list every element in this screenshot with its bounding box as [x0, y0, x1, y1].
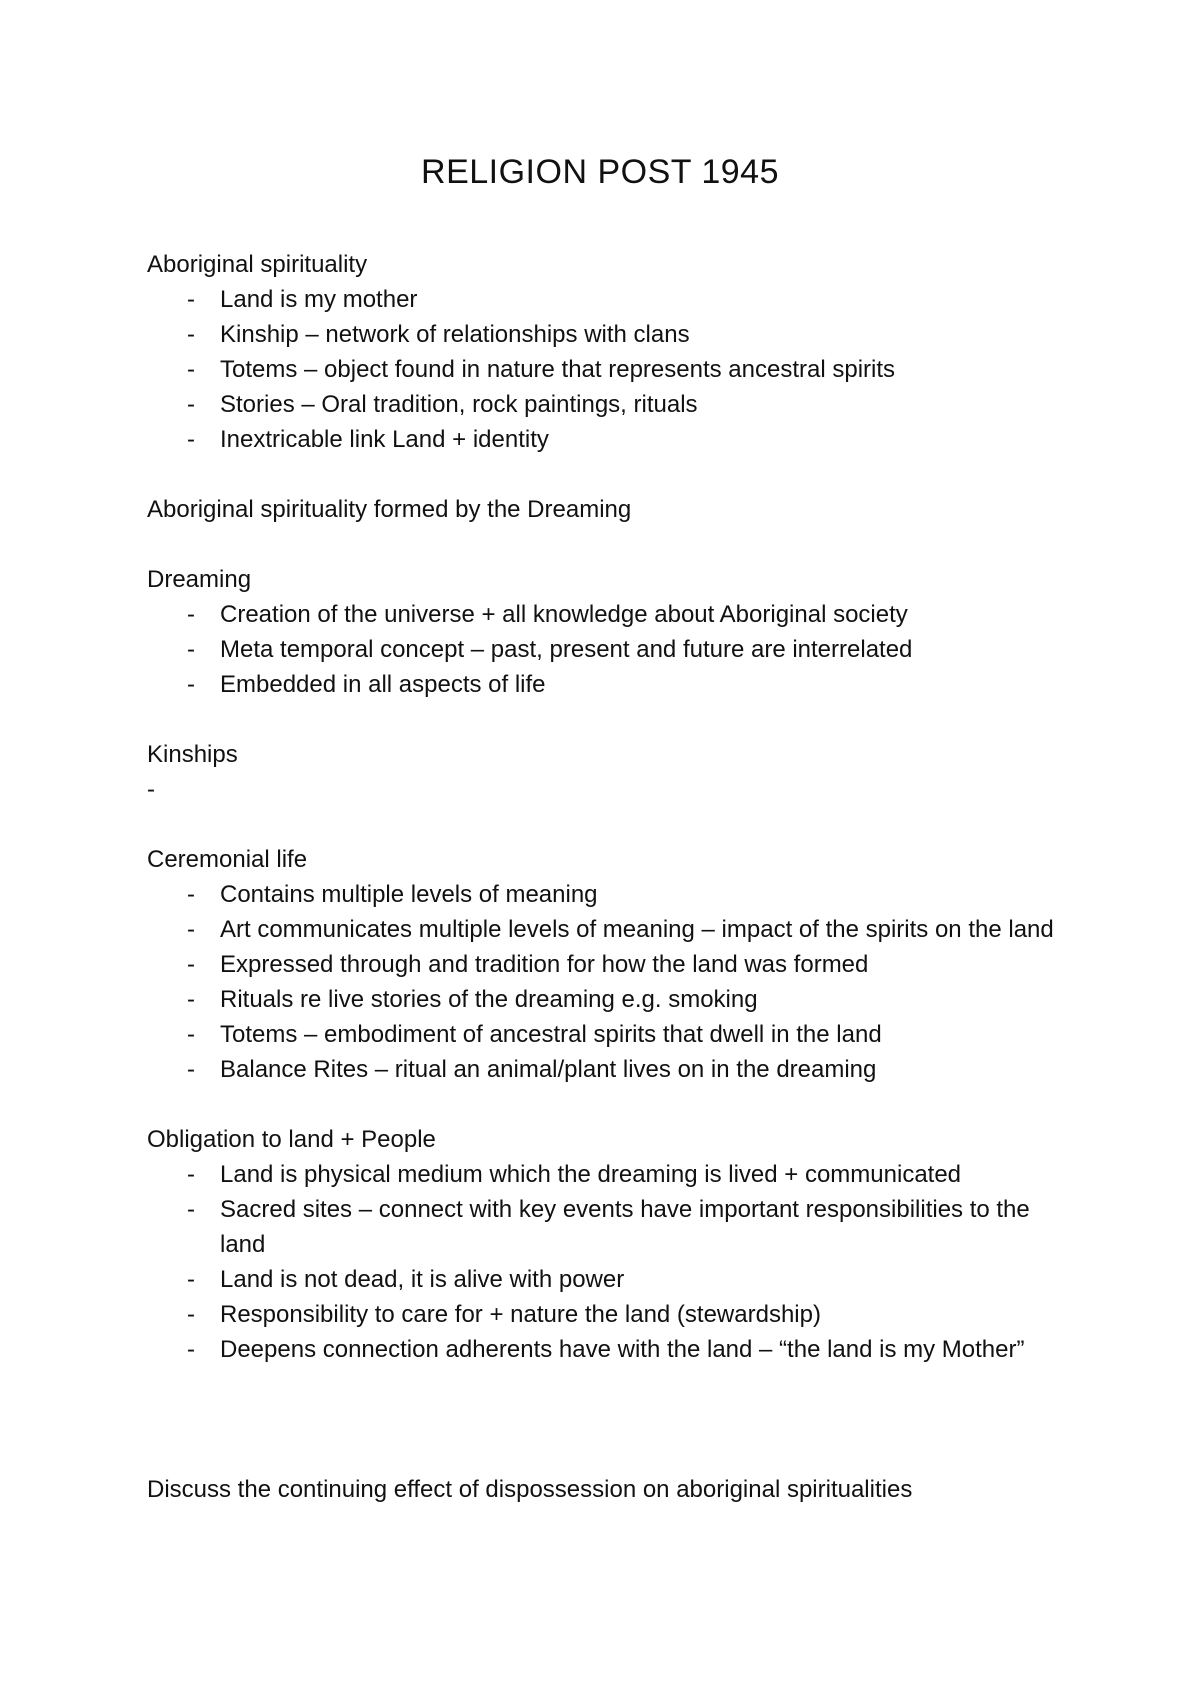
list-item: - Inextricable link Land + identity	[147, 422, 1077, 457]
section-kinships	[147, 737, 1077, 807]
list-item: - Creation of the universe + all knowledge about Aboriginal society	[147, 597, 1077, 632]
list-item: - Contains multiple levels of meaning	[147, 877, 1077, 912]
list-item: - Sacred sites – connect with key events have important responsibilities to the land	[147, 1192, 1077, 1262]
list-item: - Embedded in all aspects of life	[147, 667, 1077, 702]
document-body	[147, 247, 1077, 1507]
empty-bullet: -	[147, 776, 155, 803]
section-dreaming	[147, 562, 1077, 702]
page-title: RELIGION POST 1945	[421, 153, 779, 191]
list-item: - Deepens connection adherents have with the land – “the land is my Mother”	[147, 1332, 1077, 1367]
section-heading: Aboriginal spirituality formed by the Dreaming	[147, 496, 632, 523]
bullet-list	[147, 1157, 1077, 1367]
section-obligation-to-land	[147, 1122, 1077, 1367]
section-heading: Ceremonial life	[147, 846, 308, 873]
section-heading: Aboriginal spirituality	[147, 251, 368, 278]
bullet-list	[147, 597, 1077, 702]
list-item: - Land is not dead, it is alive with power	[147, 1262, 1077, 1297]
spacer	[147, 457, 1077, 492]
spacer	[147, 702, 1077, 737]
list-item: - Land is my mother	[147, 282, 1077, 317]
list-item: - Balance Rites – ritual an animal/plant lives on in the dreaming	[147, 1052, 1077, 1087]
bullet-list	[147, 282, 1077, 457]
list-item: - Stories – Oral tradition, rock paintings, rituals	[147, 387, 1077, 422]
list-item: - Land is physical medium which the dreaming is lived + communicated	[147, 1157, 1077, 1192]
list-item: - Art communicates multiple levels of meaning – impact of the spirits on the land	[147, 912, 1077, 947]
closing-question: Discuss the continuing effect of dispossession on aboriginal spiritualities	[147, 1476, 913, 1503]
list-item: - Totems – embodiment of ancestral spirits that dwell in the land	[147, 1017, 1077, 1052]
spacer	[147, 1367, 1077, 1472]
list-item: - Kinship – network of relationships with clans	[147, 317, 1077, 352]
section-aboriginal-spirituality	[147, 247, 1077, 457]
section-heading: Dreaming	[147, 566, 252, 593]
bullet-list	[147, 877, 1077, 1087]
list-item: - Responsibility to care for + nature the land (stewardship)	[147, 1297, 1077, 1332]
section-heading: Kinships	[147, 741, 238, 768]
section-formed-by-dreaming	[147, 492, 1077, 527]
list-item: - Rituals re live stories of the dreaming e.g. smoking	[147, 982, 1077, 1017]
list-item: - Expressed through and tradition for how the land was formed	[147, 947, 1077, 982]
section-heading: Obligation to land + People	[147, 1126, 436, 1153]
spacer	[147, 807, 1077, 842]
section-ceremonial-life	[147, 842, 1077, 1087]
list-item: - Totems – object found in nature that represents ancestral spirits	[147, 352, 1077, 387]
list-item: - Meta temporal concept – past, present and future are interrelated	[147, 632, 1077, 667]
spacer	[147, 1087, 1077, 1122]
spacer	[147, 527, 1077, 562]
